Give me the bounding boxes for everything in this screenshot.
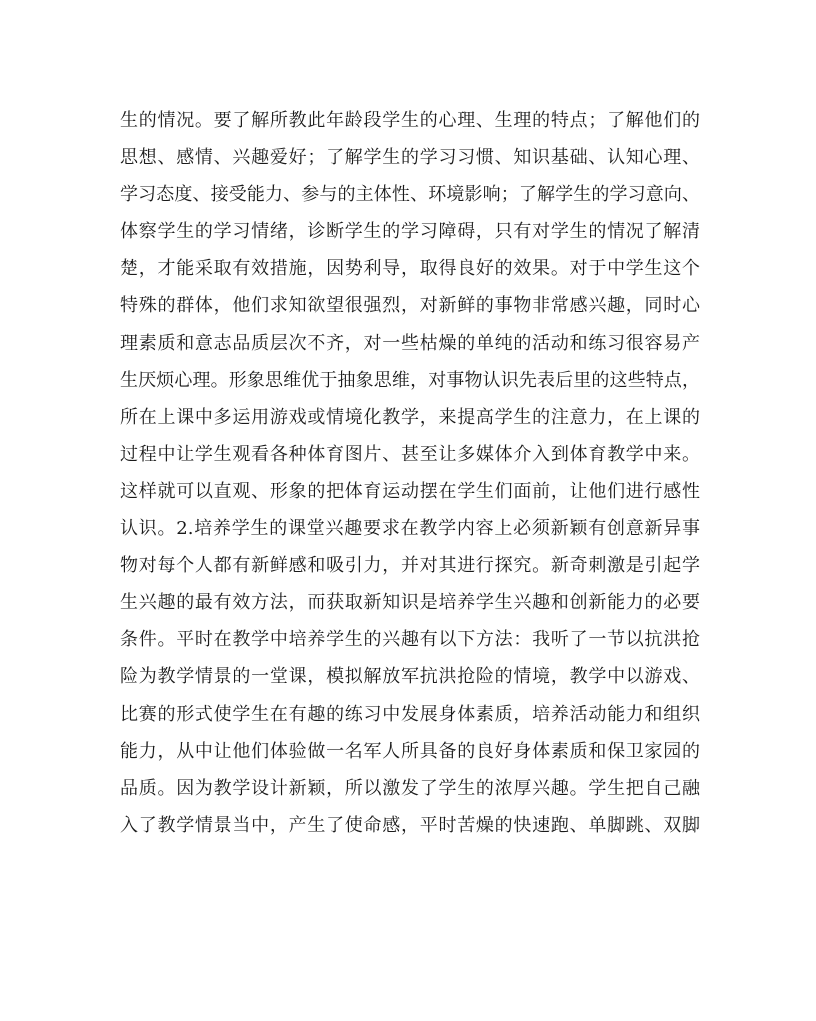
text-line: 这样就可以直观、形象的把体育运动摆在学生们面前，让他们进行感性 — [120, 480, 700, 502]
text-line: 学习态度、接受能力、参与的主体性、环境影响；了解学生的学习意向、 — [120, 184, 700, 206]
text-line: 比赛的形式使学生在有趣的练习中发展身体素质，培养活动能力和组织 — [120, 703, 700, 725]
text-line: 体察学生的学习情绪，诊断学生的学习障碍，只有对学生的情况了解清 — [120, 221, 700, 243]
text-line: 品质。因为教学设计新颖，所以激发了学生的浓厚兴趣。学生把自己融 — [120, 777, 700, 799]
text-line: 过程中让学生观看各种体育图片、甚至让多媒体介入到体育教学中来。 — [120, 443, 700, 465]
text-line: 所在上课中多运用游戏或情境化教学，来提高学生的注意力，在上课的 — [120, 406, 700, 428]
text-line: 物对每个人都有新鲜感和吸引力，并对其进行探究。新奇刺激是引起学 — [120, 555, 700, 577]
text-line: 险为教学情景的一堂课，模拟解放军抗洪抢险的情境，教学中以游戏、 — [120, 666, 700, 688]
body-text — [120, 102, 700, 844]
text-line: 生兴趣的最有效方法，而获取新知识是培养学生兴趣和创新能力的必要 — [120, 592, 700, 614]
text-line: 思想、感情、兴趣爱好；了解学生的学习习惯、知识基础、认知心理、 — [120, 147, 700, 169]
text-line: 生厌烦心理。形象思维优于抽象思维，对事物认识先表后里的这些特点， — [120, 369, 700, 391]
text-line: 能力，从中让他们体验做一名军人所具备的良好身体素质和保卫家园的 — [120, 740, 700, 762]
text-line: 生的情况。要了解所教此年龄段学生的心理、生理的特点；了解他们的 — [120, 110, 700, 131]
text-line: 特殊的群体，他们求知欲望很强烈，对新鲜的事物非常感兴趣，同时心 — [120, 295, 700, 317]
text-line: 认识。2.培养学生的课堂兴趣要求在教学内容上必须新颖有创意新异事 — [120, 518, 700, 540]
text-line: 条件。平时在教学中培养学生的兴趣有以下方法：我听了一节以抗洪抢 — [120, 629, 700, 651]
text-line: 入了教学情景当中，产生了使命感，平时苦燥的快速跑、单脚跳、双脚 — [120, 814, 700, 836]
text-line: 楚，才能采取有效措施，因势利导，取得良好的效果。对于中学生这个 — [120, 258, 700, 280]
text-line: 理素质和意志品质层次不齐，对一些枯燥的单纯的活动和练习很容易产 — [120, 332, 700, 354]
